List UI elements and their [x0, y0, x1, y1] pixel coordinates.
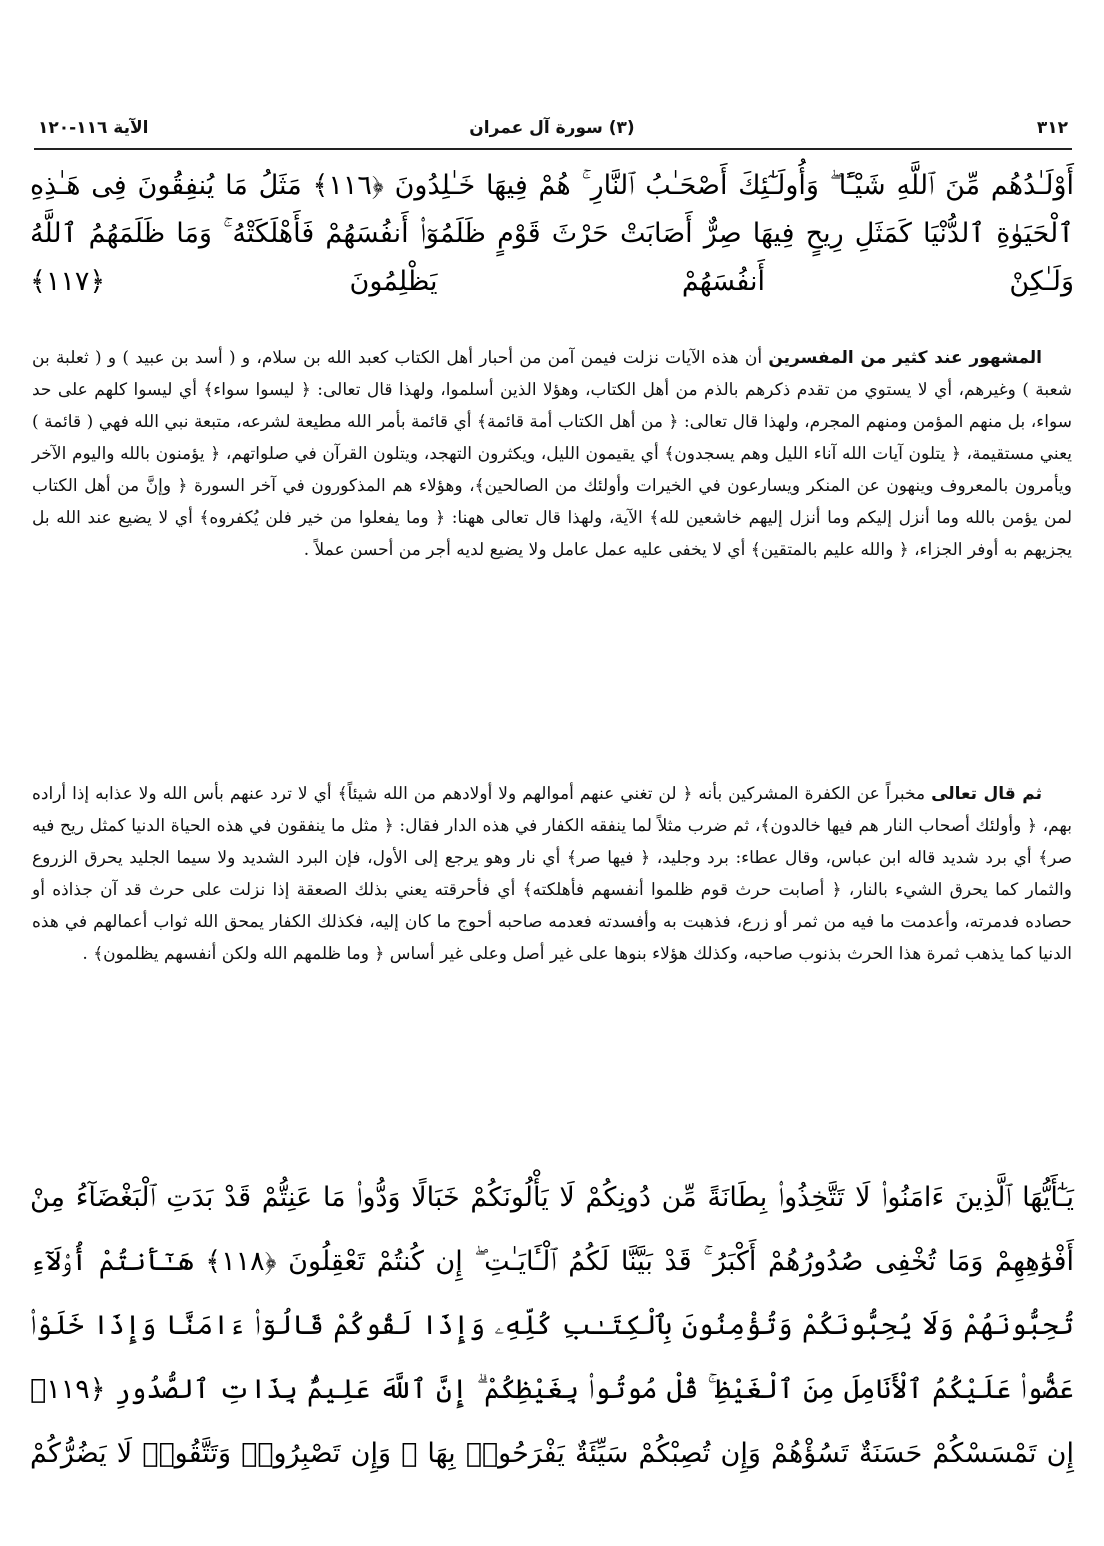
commentary-lead-1: المشهور عند كثير من المفسرين	[768, 348, 1042, 368]
page-number: ٣١٢	[1036, 118, 1068, 138]
commentary-text-2: مخبراً عن الكفرة المشركين بأنه ﴿ لن تغني عنهم أموالهم ولا أولادهم من الله شيئاً﴾ أي لا ترد عنهم بأس الله ولا عذابه إذا أراده بهم، ﴿ وأولئك أصحاب النار هم فيها خالدون﴾، ثم ضرب مثلاً لما ينفقه الكفار في هذه الدار فقال: ﴿ مثل ما ينفقون في هذه الحياة الدنيا كمثل ريح فيه صر﴾ أي برد شديد قاله ابن عباس، وقال عطاء: برد وجليد، ﴿ فيها صر﴾ أي نار وهو يرجع إلى الأول، فإن البرد الشديد ولا سيما الجليد يحرق الزروع والثمار كما يحرق الشيء بالنار، ﴿ أصابت حرث قوم ظلموا أنفسهم فأهلكته﴾ أي فأحرقته يعني بذلك الصعقة إذا نزلت على حرث قد آن جذاذه أو حصاده فدمرته، وأعدمت ما فيه من ثمر أو زرع، فذهبت به وأفسدته فعدمه صاحبه أحوج ما كان إليه، فكذلك الكفار يمحق الله ثواب أعمالهم في هذه الدنيا كما يذهب ثمرة هذا الحرث بذنوب صاحبه، وكذلك هؤلاء بنوها على غير أصل وعلى غير أساس ﴿ وما ظلمهم الله ولكن أنفسهم يظلمون﴾ .	[32, 784, 1072, 964]
quran-verse-block-top: أَوْلَـٰدُهُم مِّنَ ٱللَّهِ شَيْـًٔا ۖ وَأُولَـٰٓئِكَ أَصْحَـٰبُ ٱلنَّارِ ۚ هُمْ فِيهَا خَـٰلِدُونَ ﴿١١٦﴾ مَثَلُ مَا يُنفِقُونَ فِى هَـٰذِهِ ٱلْحَيَوٰةِ ٱلدُّنْيَا كَمَثَلِ رِيحٍ فِيهَا صِرٌّ أَصَابَتْ حَرْثَ قَوْمٍ ظَلَمُوٓا۟ أَنفُسَهُمْ فَأَهْلَكَتْهُ ۚ وَمَا ظَلَمَهُمُ ٱللَّهُ وَلَـٰكِنْ أَنفُسَهُمْ يَظْلِمُونَ ﴿١١٧﴾	[30, 170, 1074, 297]
commentary-lead-2: ثم قال تعالى	[931, 784, 1042, 804]
verse-range: الآية ١١٦-١٢٠	[38, 118, 149, 138]
quran-verse-block-bottom: يَـٰٓأَيُّهَا ٱلَّذِينَ ءَامَنُوا۟ لَا تَتَّخِذُوا۟ بِطَانَةً مِّن دُونِكُمْ لَا يَأْلُونَكُمْ خَبَالًا وَدُّوا۟ مَا عَنِتُّمْ قَدْ بَدَتِ ٱلْبَغْضَآءُ مِنْ أَفْوَٰهِهِمْ وَمَا تُخْفِى صُدُورُهُمْ أَكْبَرُ ۚ قَدْ بَيَّنَّا لَكُمُ ٱلْـَٔايَـٰتِ ۖ إِن كُنتُمْ تَعْقِلُونَ ﴿١١٨﴾ هَـٰٓأَنتُمْ أُو۟لَآءِ تُحِبُّونَهُمْ وَلَا يُحِبُّونَكُمْ وَتُؤْمِنُونَ بِٱلْكِتَـٰبِ كُلِّهِۦ وَإِذَا لَقُوكُمْ قَالُوٓا۟ ءَامَنَّا وَإِذَا خَلَوْا۟ عَضُّوا۟ عَلَيْكُمُ ٱلْأَنَامِلَ مِنَ ٱلْغَيْظِ ۚ قُلْ مُوتُوا۟ بِغَيْظِكُمْ ۗ إِنَّ ٱللَّهَ عَلِيمٌۢ بِذَاتِ ٱلصُّدُورِ ﴿١١٩﴾ إِن تَمْسَسْكُمْ حَسَنَةٌ تَسُؤْهُمْ وَإِن تُصِبْكُمْ سَيِّئَةٌ يَفْرَحُوا۟ بِهَا ۖ وَإِن تَصْبِرُوا۟ وَتَتَّقُوا۟ لَا يَضُرُّكُمْ	[30, 1182, 1075, 1469]
surah-title: (٣) سورة آل عمران	[469, 118, 635, 138]
commentary-paragraph-1	[32, 342, 1072, 566]
commentary-paragraph-2	[32, 778, 1072, 970]
header-divider	[34, 148, 1072, 150]
commentary-text-1: أن هذه الآيات نزلت فيمن آمن من أحبار أهل الكتاب كعبد الله بن سلام، و ( أسد بن عبيد ) و ( ثعلبة بن شعبة ) وغيرهم، أي لا يستوي من تقدم ذكرهم بالذم من أهل الكتاب، وهؤلا الذين أسلموا، ولهذا قال تعالى: ﴿ ليسوا سواء﴾ أي ليسوا كلهم على حد سواء، بل منهم المؤمن ومنهم المجرم، ولهذا قال تعالى: ﴿ من أهل الكتاب أمة قائمة﴾ أي قائمة بأمر الله مطيعة لشرعه، متبعة نبي الله فهي ( قائمة ) يعني مستقيمة، ﴿ يتلون آيات الله آناء الليل وهم يسجدون﴾ أي يقيمون الليل، ويكثرون التهجد، ويتلون القرآن في صلواتهم، ﴿ يؤمنون بالله واليوم الآخر ويأمرون بالمعروف وينهون عن المنكر ويسارعون في الخيرات وأولئك من الصالحين﴾، وهؤلاء هم المذكورون في آخر السورة ﴿ وإنَّ من أهل الكتاب لمن يؤمن بالله وما أنزل إليكم وما أنزل إليهم خاشعين لله﴾ الآية، ولهذا قال تعالى ههنا: ﴿ وما يفعلوا من خير فلن يُكفروه﴾ أي لا يضيع عند الله بل يجزيهم به أوفر الجزاء، ﴿ والله عليم بالمتقين﴾ أي لا يخفى عليه عمل عامل ولا يضيع لديه أجر من أحسن عملاً .	[32, 348, 1072, 560]
running-header	[30, 118, 1074, 148]
